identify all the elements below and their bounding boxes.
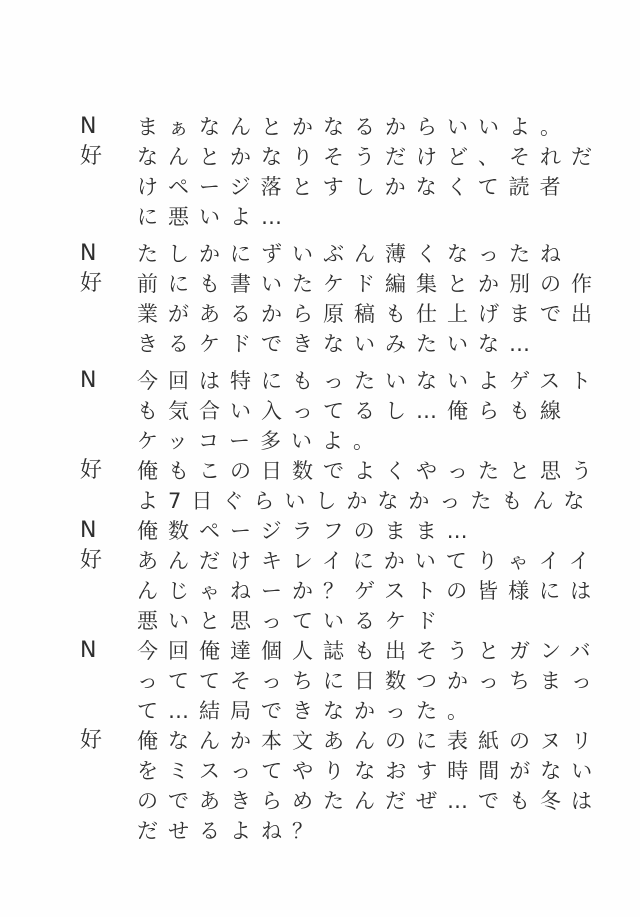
- speaker-label: N: [80, 518, 99, 543]
- dialogue-line: 俺なんか本文あんのに表紙のヌリ: [137, 729, 602, 753]
- dialogue-line: て…結局できなかった。: [137, 699, 478, 723]
- dialogue-entry: [80, 269, 640, 359]
- dialogue-line: に悪いよ…: [137, 205, 292, 229]
- dialogue-entry: [80, 456, 640, 516]
- dialogue-line: 今回は特にもったいないよゲスト: [137, 369, 602, 393]
- dialogue-line: をミスってやりなおす時間がない: [137, 759, 603, 783]
- dialogue-entry: [80, 726, 640, 846]
- dialogue-line: まぁなんとかなるからいいよ。: [137, 115, 571, 139]
- dialogue-line: きるケドできないみたいな…: [137, 332, 540, 356]
- dialogue-line: 悪いと思っているケド: [137, 609, 447, 633]
- dialogue-line: だせるよね？: [137, 819, 323, 843]
- speaker-label: N: [80, 114, 99, 139]
- dialogue-text: [137, 456, 640, 516]
- dialogue-text: [137, 366, 640, 456]
- dialogue-line: 業があるから原稿も仕上げまで出: [137, 302, 602, 326]
- speaker-label: 好: [80, 728, 105, 753]
- dialogue-line: たしかにずいぶん薄くなったね: [137, 242, 571, 266]
- dialogue-line: 俺もこの日数でよくやったと思う: [137, 459, 602, 483]
- dialogue-entry: [80, 516, 640, 546]
- dialogue-text: [137, 516, 640, 546]
- speaker-label: N: [80, 368, 99, 393]
- dialogue-line: なんとかなりそうだけど、それだ: [137, 145, 602, 169]
- speaker-label: N: [80, 241, 99, 266]
- dialogue-text: [137, 546, 640, 636]
- dialogue-line: よ7日ぐらいしかなかったもんな: [137, 489, 595, 513]
- dialogue-entry: [80, 112, 640, 142]
- dialogue-line: 前にも書いたケド編集とか別の作: [137, 272, 602, 296]
- speaker-label: 好: [80, 548, 105, 573]
- dialogue-text: [137, 112, 640, 142]
- dialogue-entry: [80, 239, 640, 269]
- speaker-label: N: [80, 638, 99, 663]
- dialogue-entry: [80, 142, 640, 232]
- dialogue-line: あんだけキレイにかいてりゃイイ: [137, 549, 600, 573]
- dialogue-line: のであきらめたんだぜ…でも冬は: [137, 789, 602, 813]
- dialogue-text: [137, 636, 640, 726]
- dialogue-text: [137, 269, 640, 359]
- dialogue-line: 俺数ページラフのまま…: [137, 519, 478, 543]
- dialogue-entry: [80, 366, 640, 456]
- dialogue-line: っててそっちに日数つかっちまっ: [137, 669, 602, 693]
- speaker-label: 好: [80, 271, 105, 296]
- dialogue-line: も気合い入ってるし…俺らも線: [137, 399, 571, 423]
- dialogue-text: [137, 726, 640, 846]
- dialogue-text: [137, 142, 640, 232]
- dialogue-entry: [80, 546, 640, 636]
- dialogue-line: ケッコー多いよ。: [137, 429, 384, 453]
- dialogue-line: けページ落とすしかなくて読者: [137, 175, 571, 199]
- speaker-label: 好: [80, 144, 105, 169]
- dialogue-entry: [80, 636, 640, 726]
- speaker-label: 好: [80, 458, 105, 483]
- dialogue-line: んじゃねーか？ゲストの皆様には: [137, 579, 602, 603]
- dialogue-text: [137, 239, 640, 269]
- dialogue-line: 今回俺達個人誌も出そうとガンバ: [137, 639, 601, 663]
